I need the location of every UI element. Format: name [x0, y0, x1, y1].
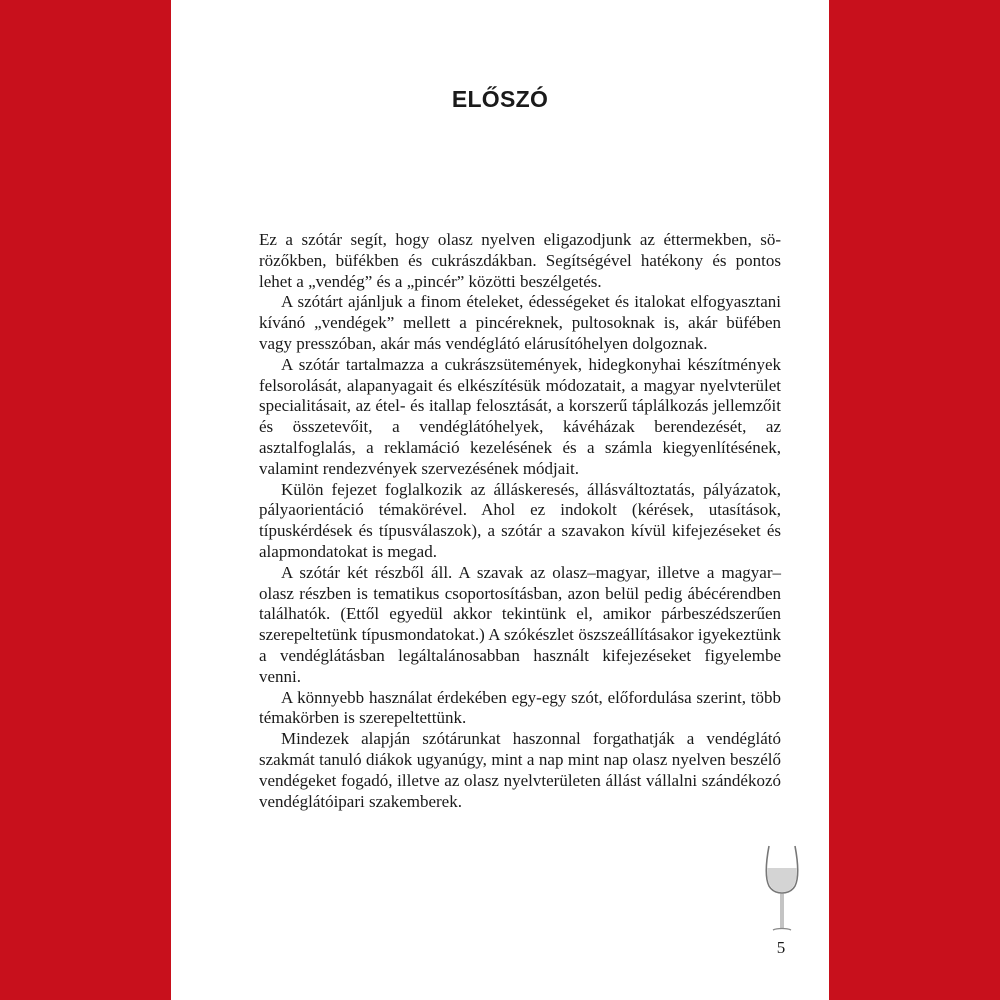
paragraph: A szótárt ajánljuk a finom ételeket, édességeket és italokat elfogyasztani kívánó „vendégek” mellett a pincéreknek, pultosoknak is, akár büfében vagy presszóban, akár más vendéglátó elárusítóhelyen dolgoznak. — [259, 292, 781, 353]
paragraph: A szótár tartalmazza a cukrászsütemények, hidegkonyhai készítmények felsorolását, alapanyagait és elkészítésük módozatait, a magyar nyelvterület specialitásait, az étel- és itallap felosztását, a korszerű táplálkozás jellemzőit és összetevőit, a vendéglátóhelyek, kávéházak berendezését, az asztalfoglalás, a reklamáció kezelésének és a számla kiegyenlítésének, valamint rendezvények szervezésének módjait. — [259, 354, 781, 478]
paragraph: Külön fejezet foglalkozik az álláskeresés, állásváltoztatás, pályázatok, pályaorientáció témakörével. Ahol ez indokolt (kérések, utasítások, típuskérdések és típusválaszok), a szótár a szavakon kívül kifejezéseket és alapmondatokat is megad. — [259, 479, 781, 561]
paragraph: Ez a szótár segít, hogy olasz nyelven eligazodjunk az éttermekben, sörözőkben, büfékben és cukrászdákban. Segítségével hatékony és pontos lehet a „vendég” és a „pincér” közötti beszélgetés. — [259, 230, 781, 291]
paragraph: Mindezek alapján szótárunkat haszonnal forgathatják a vendéglátó szakmát tanuló diákok ugyanúgy, mint a nap mint nap olasz nyelven beszélő vendégeket fogadó, illetve az olasz nyelvterületen állást vállalni szándékozó vendéglátóipari szakemberek. — [259, 729, 781, 811]
book-page — [171, 0, 829, 1000]
paragraph: A könnyebb használat érdekében egy-egy szót, előfordulása szerint, több témakörben is szerepeltettünk. — [259, 687, 781, 728]
page-number: 5 — [776, 938, 786, 957]
wine-glass-icon — [763, 844, 801, 932]
right-red-band — [829, 0, 1000, 1000]
preface-text — [259, 230, 781, 812]
paragraph: A szótár két részből áll. A szavak az olasz–magyar, illetve a magyar–olasz részben is tematikus csoportosításban, azon belül pedig ábécérendben találhatók. (Ettől egyedül akkor tekintünk el, amikor párbeszédszerűen szerepeltetünk típusmondatokat.) A szókészlet öszszeállításakor igyekeztünk a vendéglátásban legáltalánosabban használt kifejezéseket figyelembe venni. — [259, 562, 781, 686]
left-red-band — [0, 0, 171, 1000]
page-title: ELŐSZÓ — [451, 86, 549, 112]
